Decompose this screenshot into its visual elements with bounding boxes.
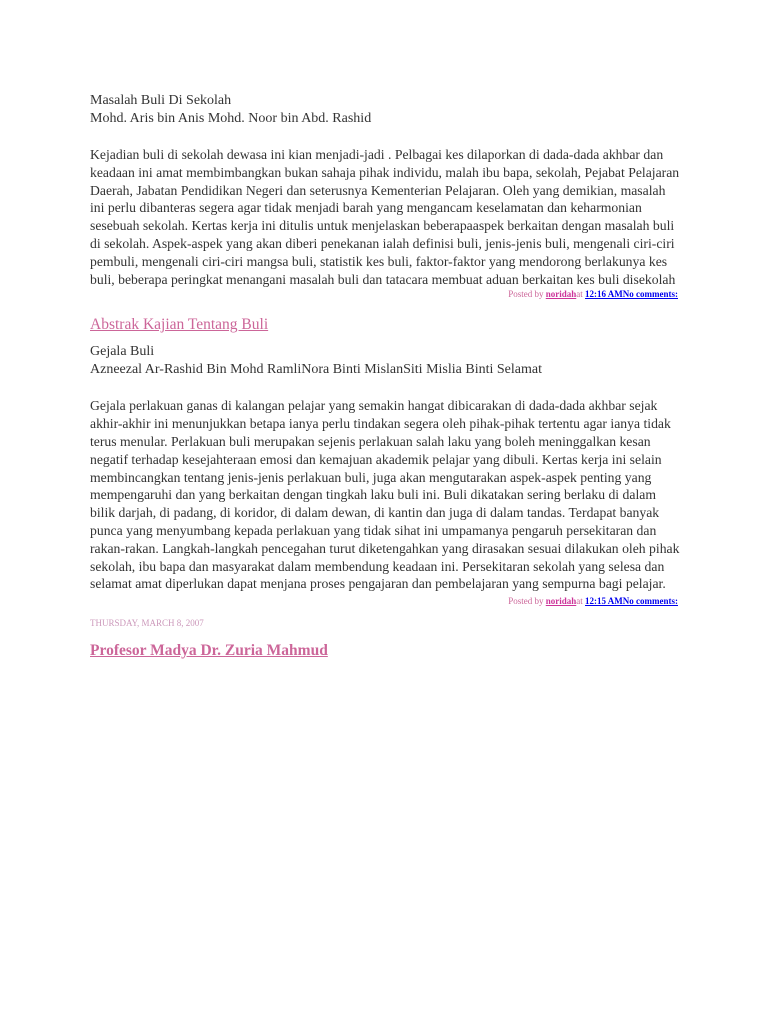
post2-footer (90, 595, 678, 607)
spacer (90, 128, 680, 146)
post2-heading-link[interactable]: Abstrak Kajian Tentang Buli (90, 316, 269, 334)
date-header: THURSDAY, MARCH 8, 2007 (90, 618, 204, 629)
at-label: at (576, 289, 586, 300)
post1-title-line: Masalah Buli Di Sekolah (90, 93, 232, 108)
post2-title-line: Gejala Buli (90, 344, 155, 360)
post2-author-link[interactable]: noridah (545, 596, 577, 607)
post1-body: Kejadian buli di sekolah dewasa ini kian menjadi-jadi . Pelbagai kes dilaporkan di dada-dada akhbar dan keadaan ini amat membimbangkan bukan sahaja pihak individu, malah ibu bapa, sekolah, Pejabat Pelajaran Daerah, Jabatan Pendidikan Negeri dan seterusnya Kementerian Pelajaran. Oleh yang demikian, masalah ini perlu dibanteras segera agar tidak menjadi barah yang mengancam keselamatan dan keharmonian sesebuah sekolah. Kertas kerja ini ditulis untuk menjelaskan beberapaaspek berkaitan dengan masalah buli di sekolah. Aspek-aspek yang akan diberi penekanan ialah definisi buli, jenis-jenis buli, mengenali ciri-ciri pembuli, mengenali ciri-ciri mangsa buli, statistik kes buli, faktor-faktor yang mendorong berlakunya kes buli, beberapa peringkat menangani masalah buli dan tatacara membuat aduan berkaitan kes buli disekolah (90, 147, 680, 287)
spacer (90, 629, 680, 641)
post2-authors-line: Azneezal Ar-Rashid Bin Mohd RamliNora Binti MislanSiti Mislia Binti Selamat (90, 362, 542, 378)
post2-body: Gejala perlakuan ganas di kalangan pelajar yang semakin hangat dibicarakan di dada-dada akhbar sejak akhir-akhir ini menunjukkan betapa ianya perlu tindakan segera oleh pihak-pihak tertentu agar ianya tidak terus menular. Perlakuan buli merupakan sejenis perlakuan salah laku yang boleh meninggalkan kesan negatif terhadap kesejahteraan emosi dan kemajuan akademik pelajar yang dibuli. Kertas kerja ini selain membincangkan tentang jenis-jenis perlakuan buli, juga akan mengutarakan aspek-aspek penting yang mempengaruhi dan yang berkaitan dengan tingkah laku buli ini. Buli dikatakan sering berlaku di dalam bilik darjah, di padang, di koridor, di dalam dewan, di kantin dan juga di dalam tandas. Terdapat banyak punca yang menyumbang kepada perlakuan yang tidak sihat ini umpamanya pengaruh persekitaran dan rakan-rakan. Langkah-langkah pencegahan turut diketengahkan yang dirasakan sesuai dilakukan oleh pihak sekolah, ibu bapa dan masyarakat dalam membendung keadaan ini. Persekitaran sekolah yang selesa dan selamat amat diperlukan dapat menjana proses pengajaran dan pembelajaran yang sempurna bagi pelajar. (90, 398, 680, 592)
spacer (90, 607, 680, 617)
spacer (90, 335, 680, 343)
spacer (90, 379, 680, 397)
post1-footer (90, 288, 678, 300)
post2-time-comments-link[interactable]: 12:15 AMNo comments: (585, 596, 678, 607)
blog-content (90, 92, 680, 661)
posted-by-label: Posted by (508, 289, 546, 300)
at-label: at (576, 596, 586, 607)
post1-authors-line: Mohd. Aris bin Anis Mohd. Noor bin Abd. Rashid (90, 111, 372, 126)
posted-by-label: Posted by (508, 596, 546, 607)
post1-author-link[interactable]: noridah (545, 289, 577, 300)
post3-heading-link[interactable]: Profesor Madya Dr. Zuria Mahmud (90, 642, 328, 660)
spacer (90, 300, 680, 315)
post1-time-comments-link[interactable]: 12:16 AMNo comments: (585, 289, 678, 300)
